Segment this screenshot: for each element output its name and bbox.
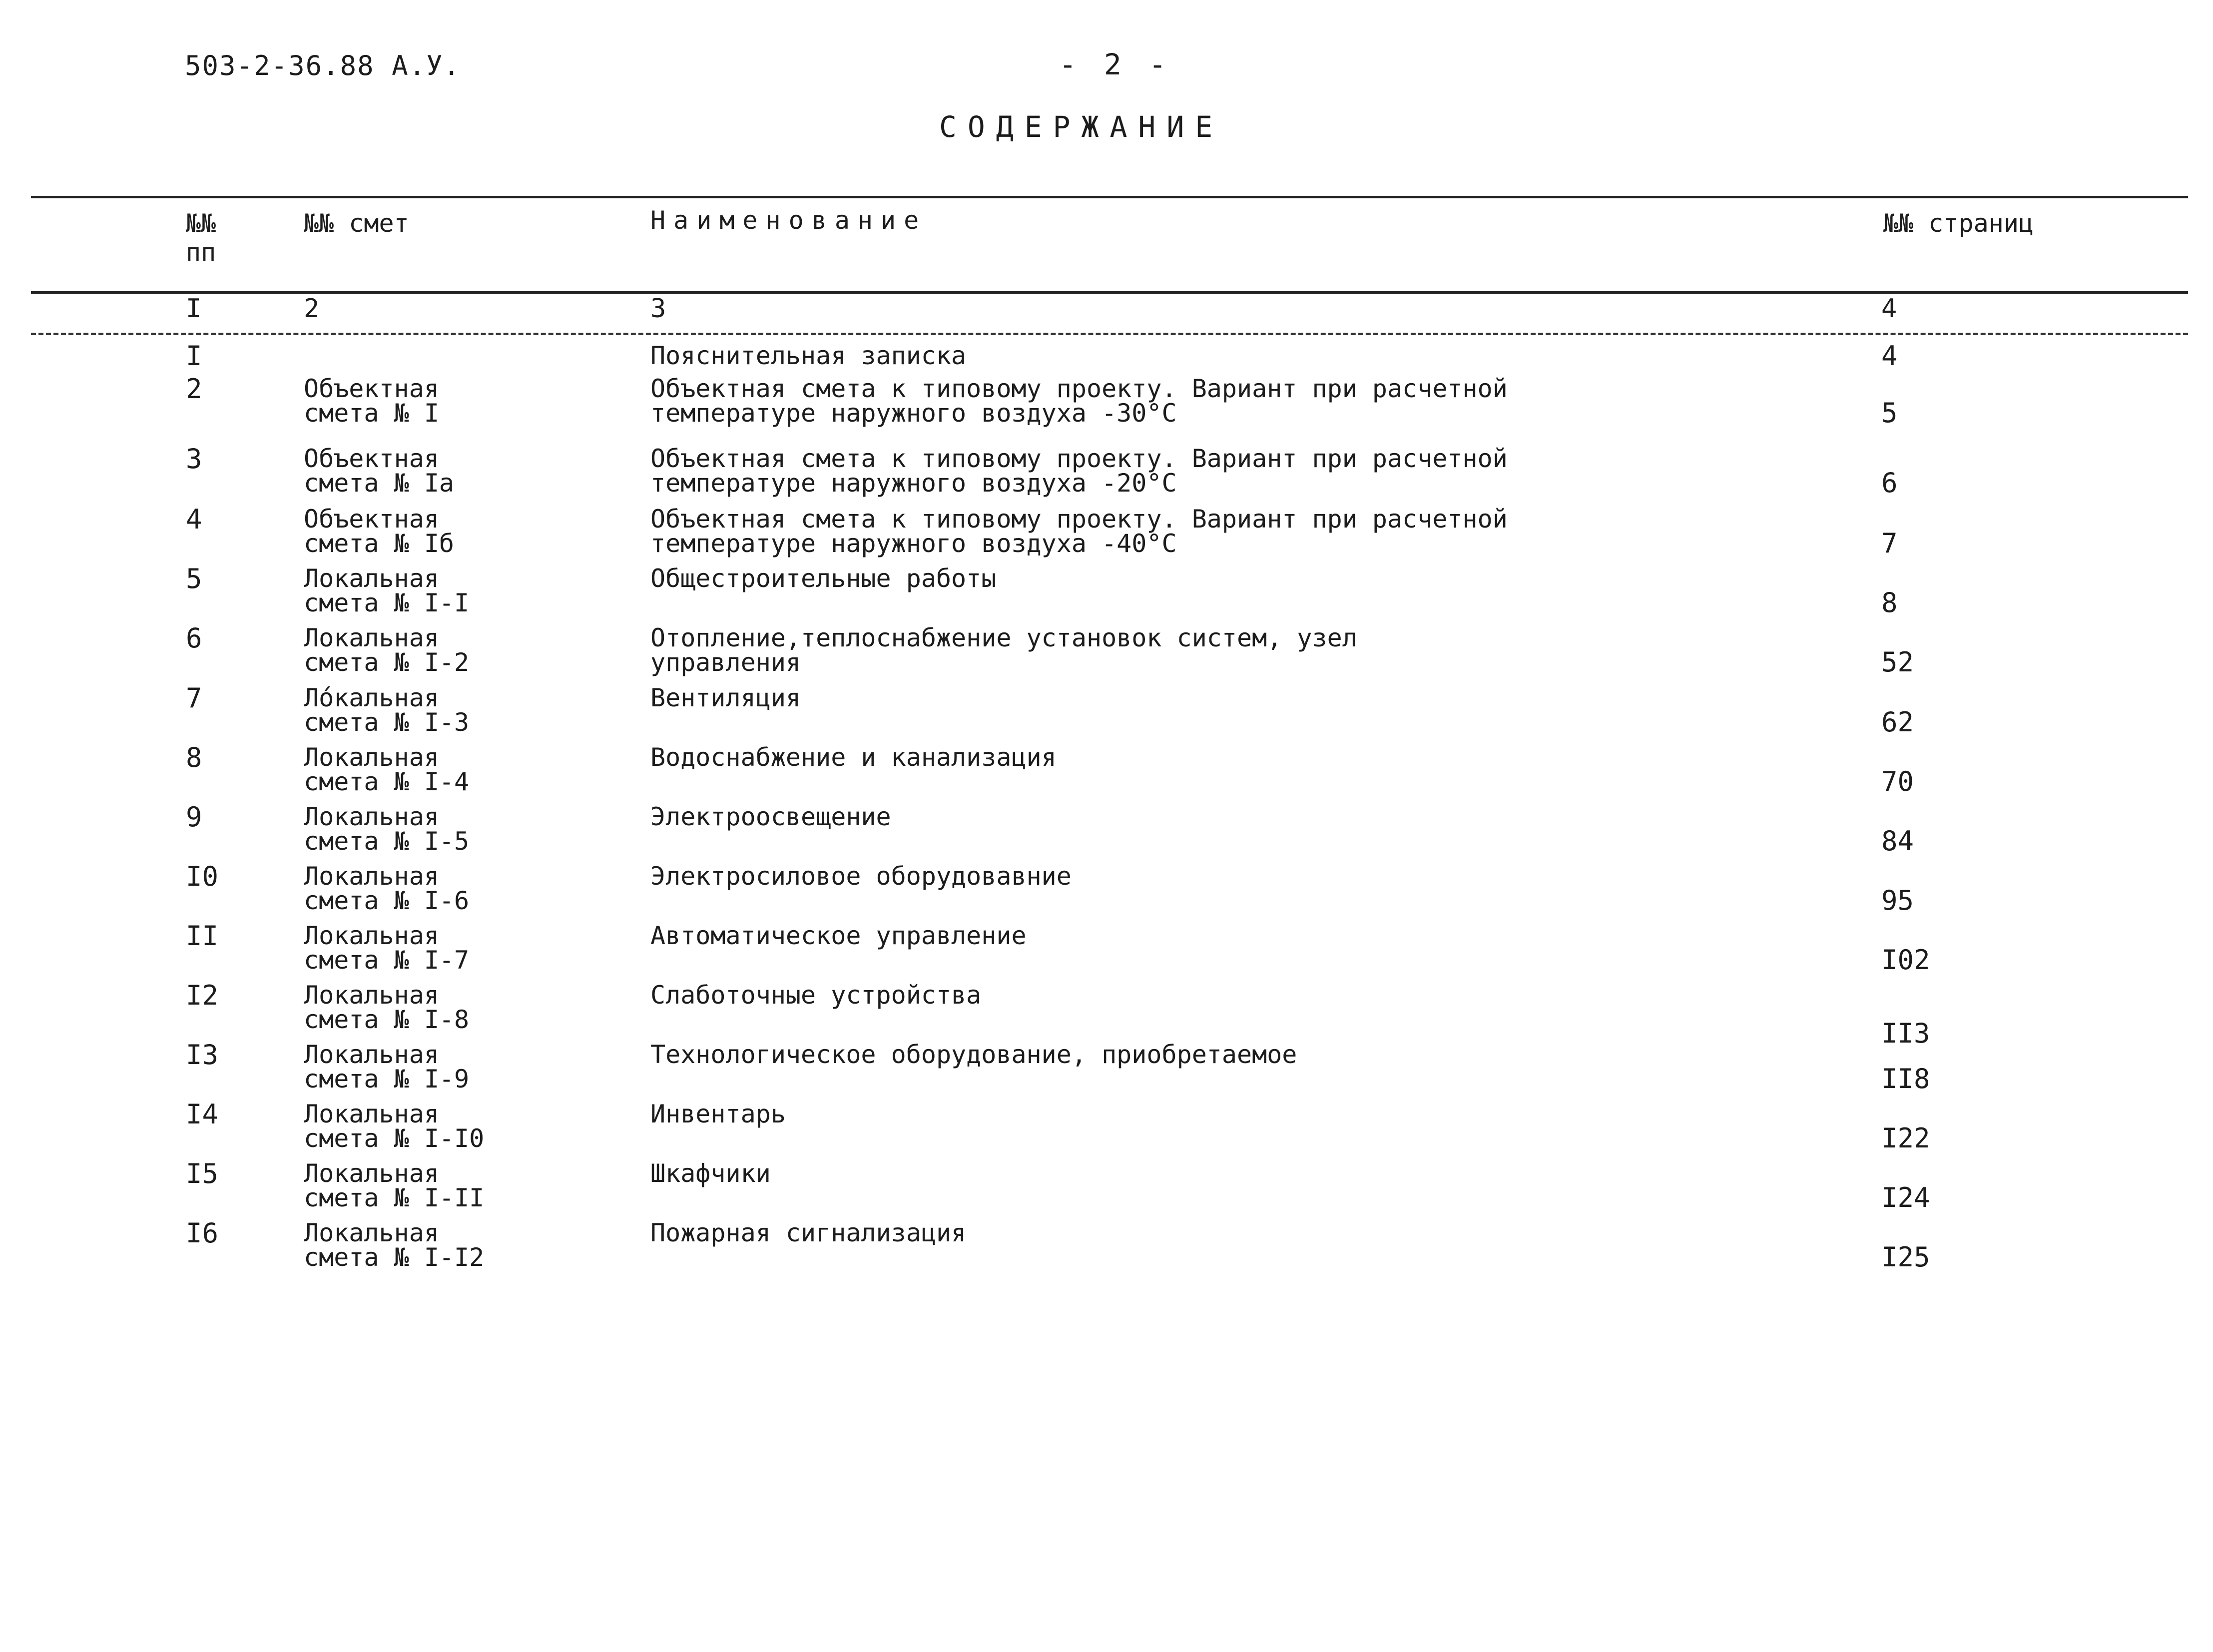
row-estimate xyxy=(304,802,470,856)
row-estimate xyxy=(304,1161,484,1210)
row-title-name-line1: Отопление,теплоснабжение установок систем, узел xyxy=(650,623,1357,652)
row-estimate-estimate-line1: Локальная xyxy=(304,1040,439,1069)
column-header-number-line1: №№ xyxy=(186,209,216,238)
row-estimate-estimate-line1: Локальная xyxy=(304,623,439,652)
row-estimate xyxy=(304,1102,484,1151)
row-title-name-line2: Технологическое оборудование, приобретаемое xyxy=(650,1040,1297,1069)
page-title: СОДЕРЖАНИЕ xyxy=(939,110,1224,144)
row-page: II8 xyxy=(1881,1063,1930,1095)
row-estimate xyxy=(304,683,470,737)
row-page: I22 xyxy=(1881,1122,1930,1154)
row-estimate-estimate-line1: Локальная xyxy=(304,1218,439,1247)
row-title xyxy=(650,1161,771,1186)
row-estimate xyxy=(304,374,439,428)
table-top-rule xyxy=(31,196,2188,198)
row-estimate-estimate-line2: смета № I-I2 xyxy=(304,1243,485,1272)
row-page: I02 xyxy=(1881,944,1930,976)
row-number: I2 xyxy=(186,980,219,1011)
row-page: 70 xyxy=(1881,766,1914,797)
row-estimate-estimate-line2: смета № Iб xyxy=(304,529,455,558)
document-code: 503-2-36.88 А.У. xyxy=(185,50,461,81)
row-title xyxy=(650,802,891,831)
row-estimate-estimate-line2: смета № I-9 xyxy=(304,1065,470,1094)
row-title xyxy=(650,1040,1297,1069)
column-header-number xyxy=(186,209,216,267)
row-title-name-line2: Слаботочные устройства xyxy=(650,981,982,1010)
row-number: I5 xyxy=(186,1158,219,1189)
row-estimate-estimate-line1: Локальная xyxy=(304,1100,439,1128)
row-page: II3 xyxy=(1881,1018,1930,1049)
row-number: 3 xyxy=(186,443,202,475)
row-title xyxy=(650,745,1057,770)
row-title xyxy=(650,921,1027,950)
row-estimate xyxy=(304,745,469,794)
row-estimate xyxy=(304,623,470,677)
row-estimate xyxy=(304,1040,470,1094)
row-estimate-estimate-line2: смета № I-II xyxy=(304,1183,485,1212)
row-title xyxy=(650,983,981,1008)
row-page: 4 xyxy=(1881,340,1898,372)
row-number: I6 xyxy=(186,1217,219,1249)
row-page: 5 xyxy=(1881,397,1898,429)
row-estimate-estimate-line1: Локальная xyxy=(304,743,439,772)
page-number: - 2 - xyxy=(1059,47,1171,81)
table-body-rule xyxy=(31,333,2188,335)
row-estimate-estimate-line1: Локальная xyxy=(304,921,439,950)
row-title-name-line2: Инвентарь xyxy=(650,1100,786,1128)
table-header-rule xyxy=(31,291,2188,294)
row-estimate xyxy=(304,921,470,975)
row-title-name-line1: Объектная смета к типовому проекту. Вариант при расчетной xyxy=(650,505,1508,534)
row-title xyxy=(650,683,801,712)
row-number: 8 xyxy=(186,742,202,773)
row-estimate-estimate-line2: смета № I-3 xyxy=(304,708,470,737)
row-title-name-line2: Общестроительные работы xyxy=(650,564,997,593)
row-page: I25 xyxy=(1881,1241,1930,1273)
row-estimate xyxy=(304,983,469,1032)
row-estimate-estimate-line1: Объектная xyxy=(304,444,439,473)
page-header xyxy=(0,0,2213,150)
row-title xyxy=(650,864,1072,889)
row-title-name-line1: Пояснительная записка xyxy=(650,341,967,370)
row-title-name-line2: Автоматическое управление xyxy=(650,921,1027,950)
row-estimate-estimate-line2: смета № Iа xyxy=(304,469,455,498)
row-title xyxy=(650,341,967,370)
row-title-name-line2: температуре наружного воздуха -40°C xyxy=(650,529,1177,558)
row-title xyxy=(650,623,1357,677)
row-estimate-estimate-line1: Локальная xyxy=(304,1159,439,1188)
column-header-pages: №№ страниц xyxy=(1883,209,2034,238)
row-page: 62 xyxy=(1881,706,1914,738)
column-number-2: 2 xyxy=(304,294,320,324)
row-title-name-line2: Электроосвещение xyxy=(650,802,891,831)
column-header-estimate: №№ смет xyxy=(304,209,409,238)
row-estimate xyxy=(304,566,469,615)
row-title xyxy=(650,444,1508,498)
row-estimate-estimate-line1: Объектная xyxy=(304,505,439,534)
row-number: 4 xyxy=(186,504,202,535)
row-number: 6 xyxy=(186,622,202,654)
row-page: 95 xyxy=(1881,885,1914,916)
row-page: 7 xyxy=(1881,528,1898,559)
row-estimate-estimate-line2: смета № I xyxy=(304,399,439,428)
row-estimate-estimate-line2: смета № I-2 xyxy=(304,648,470,677)
row-number: I4 xyxy=(186,1099,219,1130)
row-title-name-line2: Шкафчики xyxy=(650,1159,771,1188)
column-header-number-line2: пп xyxy=(186,238,216,267)
row-title-name-line2: Водоснабжение и канализация xyxy=(650,743,1057,772)
row-estimate-estimate-line2: смета № I-8 xyxy=(304,1005,470,1034)
column-number-1: I xyxy=(186,294,202,324)
row-estimate-estimate-line1: Объектная xyxy=(304,374,439,403)
row-number: 9 xyxy=(186,801,202,833)
row-estimate xyxy=(304,1218,485,1272)
row-page: 84 xyxy=(1881,825,1914,857)
row-number: 2 xyxy=(186,373,202,405)
row-title-name-line1: Объектная смета к типовому проекту. Вариант при расчетной xyxy=(650,444,1508,473)
row-number: II xyxy=(186,920,219,952)
row-estimate-estimate-line2: смета № I-7 xyxy=(304,946,470,975)
row-title-name-line2: Вентиляция xyxy=(650,683,801,712)
row-title xyxy=(650,1102,786,1126)
row-estimate-estimate-line1: Локальная xyxy=(304,802,439,831)
row-page: 52 xyxy=(1881,646,1914,678)
row-number: 5 xyxy=(186,563,202,594)
row-title-name-line2: температуре наружного воздуха -30°C xyxy=(650,399,1177,428)
row-estimate-estimate-line2: смета № I-4 xyxy=(304,767,470,796)
row-estimate xyxy=(304,444,455,498)
column-header-name: Наименование xyxy=(650,206,927,235)
row-title xyxy=(650,566,996,591)
column-number-3: 3 xyxy=(650,294,666,324)
row-title-name-line1: Объектная смета к типовому проекту. Вариант при расчетной xyxy=(650,374,1508,403)
row-number: I3 xyxy=(186,1039,219,1071)
row-title-name-line2: температуре наружного воздуха -20°C xyxy=(650,469,1177,498)
row-number: I0 xyxy=(186,861,219,892)
row-estimate-estimate-line2: смета № I-I0 xyxy=(304,1124,485,1153)
row-title-name-line2: Пожарная сигнализация xyxy=(650,1218,967,1247)
row-title xyxy=(650,374,1508,428)
row-estimate-estimate-line1: Локальная xyxy=(304,862,439,891)
row-title xyxy=(650,507,1508,556)
row-estimate-estimate-line1: Лóкальная xyxy=(304,683,439,712)
row-estimate-estimate-line2: смета № I-I xyxy=(304,588,470,617)
row-title xyxy=(650,1218,967,1247)
row-estimate-estimate-line2: смета № I-6 xyxy=(304,886,470,915)
row-estimate-estimate-line1: Локальная xyxy=(304,981,439,1010)
row-page: 8 xyxy=(1881,587,1898,618)
row-number: I xyxy=(186,340,202,372)
row-estimate xyxy=(304,864,469,913)
row-page: I24 xyxy=(1881,1182,1930,1213)
row-title-name-line2: Электросиловое оборудовавние xyxy=(650,862,1072,891)
row-estimate-estimate-line1: Локальная xyxy=(304,564,439,593)
row-estimate xyxy=(304,507,454,556)
row-page: 6 xyxy=(1881,467,1898,499)
row-number: 7 xyxy=(186,682,202,714)
row-title-name-line2: управления xyxy=(650,648,801,677)
row-estimate-estimate-line2: смета № I-5 xyxy=(304,827,470,856)
column-number-4: 4 xyxy=(1881,294,1897,324)
